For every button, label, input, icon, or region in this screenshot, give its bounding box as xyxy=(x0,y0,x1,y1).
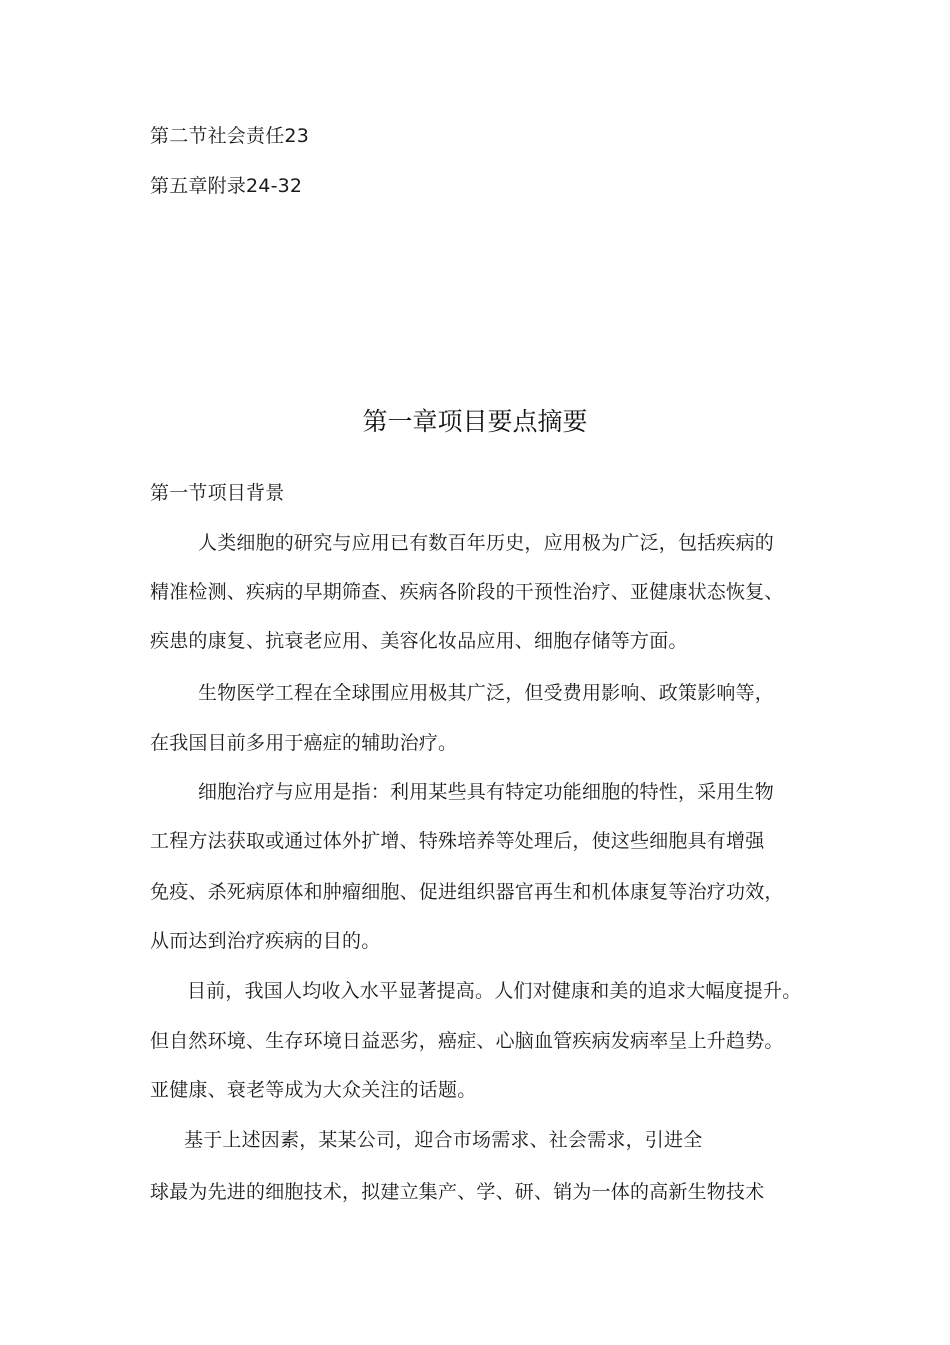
paragraph-5-line-1: 基于上述因素，某某公司，迎合市场需求、社会需求，引进全 xyxy=(184,1129,703,1151)
paragraph-1-line-1: 人类细胞的研究与应用已有数百年历史，应用极为广泛，包括疾病的 xyxy=(198,532,775,554)
paragraph-2-line-2: 在我国目前多用于癌症的辅助治疗。 xyxy=(150,732,458,754)
section-heading: 第一节项目背景 xyxy=(150,482,285,504)
toc-entry-chapter5-appendix: 第五章附录24-32 xyxy=(150,175,303,197)
paragraph-1-line-2: 精准检测、疾病的早期筛查、疾病各阶段的干预性治疗、亚健康状态恢复、 xyxy=(150,581,784,603)
paragraph-3-line-4: 从而达到治疗疾病的目的。 xyxy=(150,930,381,952)
paragraph-1-line-3: 疾患的康复、抗衰老应用、美容化妆品应用、细胞存储等方面。 xyxy=(150,630,688,652)
paragraph-2-line-1: 生物医学工程在全球围应用极其广泛，但受费用影响、政策影响等， xyxy=(198,682,775,704)
paragraph-3-line-1: 细胞治疗与应用是指：利用某些具有特定功能细胞的特性，采用生物 xyxy=(198,781,775,803)
paragraph-5-line-2: 球最为先进的细胞技术，拟建立集产、学、研、销为一体的高新生物技术 xyxy=(150,1181,765,1203)
paragraph-3-line-2: 工程方法获取或通过体外扩增、特殊培养等处理后，使这些细胞具有增强 xyxy=(150,830,765,852)
paragraph-4-line-3: 亚健康、衰老等成为大众关注的话题。 xyxy=(150,1079,477,1101)
paragraph-4-line-1: 目前，我国人均收入水平显著提高。人们对健康和美的追求大幅度提升。 xyxy=(187,980,802,1002)
toc-entry-section2-social-responsibility: 第二节社会责任23 xyxy=(150,125,309,147)
paragraph-3-line-3: 免疫、杀死病原体和肿瘤细胞、促进组织器官再生和机体康复等治疗功效， xyxy=(150,881,784,903)
paragraph-4-line-2: 但自然环境、生存环境日益恶劣，癌症、心脑血管疾病发病率呈上升趋势。 xyxy=(150,1030,784,1052)
chapter-title: 第一章项目要点摘要 xyxy=(362,407,588,436)
